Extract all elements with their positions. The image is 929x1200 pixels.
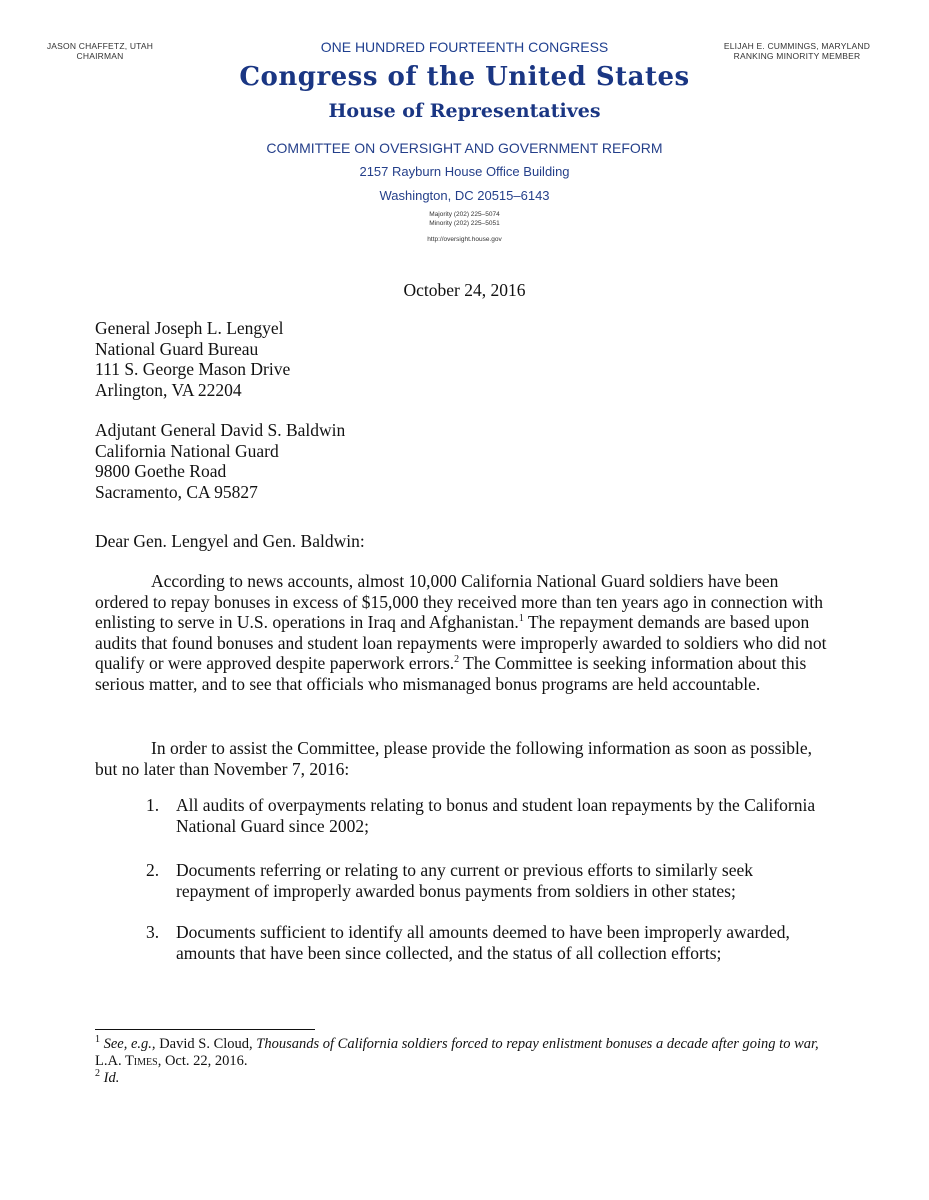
footnote-2-text: Id.: [103, 1070, 120, 1086]
address-line: National Guard Bureau: [95, 338, 259, 359]
list-item-text: All audits of overpayments relating to bonus and student loan repayments by the California National Guard since 2002;: [176, 795, 816, 836]
address-line: Adjutant General David S. Baldwin: [95, 420, 346, 440]
address-line: General Joseph L. Lengyel: [95, 318, 284, 338]
committee-address: 2157 Rayburn House Office Building: [359, 164, 570, 179]
footnote-ref-1: 1: [518, 613, 524, 625]
salutation: Dear Gen. Lengyel and Gen. Baldwin:: [95, 531, 365, 551]
address-line: Arlington, VA 22204: [95, 379, 242, 400]
footnote-1-source: L.A. Times: [95, 1053, 158, 1069]
congress-number: ONE HUNDRED FOURTEENTH CONGRESS: [320, 39, 609, 55]
footnote-1: [95, 1036, 835, 1070]
address-line: California National Guard: [95, 440, 279, 461]
list-item-number: 1.: [146, 795, 160, 815]
list-item-number: 3.: [146, 922, 160, 942]
recipient-address-2: [95, 420, 345, 502]
chairman-title: CHAIRMAN: [76, 51, 124, 61]
recipient-address-1: [95, 318, 290, 400]
address-line: 9800 Goethe Road: [95, 461, 227, 481]
address-line: Sacramento, CA 95827: [95, 481, 258, 502]
footnote-1-signal: See, e.g.,: [103, 1036, 156, 1052]
footnote-1-title: Thousands of California soldiers forced to repay enlistment bonuses a decade after going to war,: [256, 1036, 819, 1052]
footnote-2-mark: 2: [95, 1068, 100, 1080]
list-item: [148, 922, 828, 963]
footnote-2: [95, 1070, 835, 1087]
house-title: House of Representatives: [328, 100, 601, 122]
address-line: 111 S. George Mason Drive: [95, 359, 291, 379]
list-item-text: Documents referring or relating to any current or previous efforts to similarly seek repayment of improperly awarded bonus payments from soldiers in other states;: [176, 860, 753, 901]
minority-phone: Minority (202) 225–5051: [429, 219, 500, 227]
ranking-member-name: ELIJAH E. CUMMINGS, MARYLAND: [723, 41, 871, 51]
footnote-ref-2: 2: [454, 654, 460, 666]
ranking-member-title: RANKING MINORITY MEMBER: [733, 51, 861, 61]
committee-url: http://oversight.house.gov: [427, 236, 502, 243]
paragraph-1-text-c: The Committee is seeking information about this serious matter, and to see that officials who mismanaged bonus programs are held accountable.: [95, 653, 807, 694]
footnote-1-author: David S. Cloud,: [155, 1036, 257, 1052]
footnote-1-mark: 1: [95, 1034, 100, 1046]
list-item-number: 2.: [146, 860, 160, 880]
chairman-name: JASON CHAFFETZ, UTAH: [46, 41, 154, 51]
committee-name: COMMITTEE ON OVERSIGHT AND GOVERNMENT REFORM: [266, 140, 663, 156]
letter-date: October 24, 2016: [403, 280, 526, 300]
phone-numbers: [0, 211, 929, 228]
footnote-divider: [95, 1029, 315, 1030]
majority-phone: Majority (202) 225–5074: [429, 211, 500, 218]
paragraph-1-text-a: According to news accounts, almost 10,000 California National Guard soldiers have been ordered to repay bonuses in excess of $15,000 they received more than ten years ago in connection with enlisting to serve in U.S. operations in Iraq and Afghanistan.: [95, 571, 823, 632]
list-item-text: Documents sufficient to identify all amounts deemed to have been improperly awarded, amounts that have been since collected, and the status of all collection efforts;: [176, 922, 790, 963]
committee-city: Washington, DC 20515–6143: [379, 188, 550, 203]
paragraph-1-text-b: The repayment demands are based upon audits that found bonuses and student loan repayments were improperly awarded to soldiers who did not qualify or were approved despite paperwork errors.: [95, 612, 827, 673]
footnotes: [95, 1036, 835, 1087]
paragraph-2: In order to assist the Committee, please provide the following information as soon as possible, but no later than November 7, 2016:: [95, 738, 812, 779]
paragraph-1: [95, 571, 835, 694]
congress-title: Congress of the United States: [239, 62, 690, 92]
list-item: [148, 860, 828, 901]
list-item: [148, 795, 828, 836]
footnote-1-date: , Oct. 22, 2016.: [157, 1053, 248, 1069]
